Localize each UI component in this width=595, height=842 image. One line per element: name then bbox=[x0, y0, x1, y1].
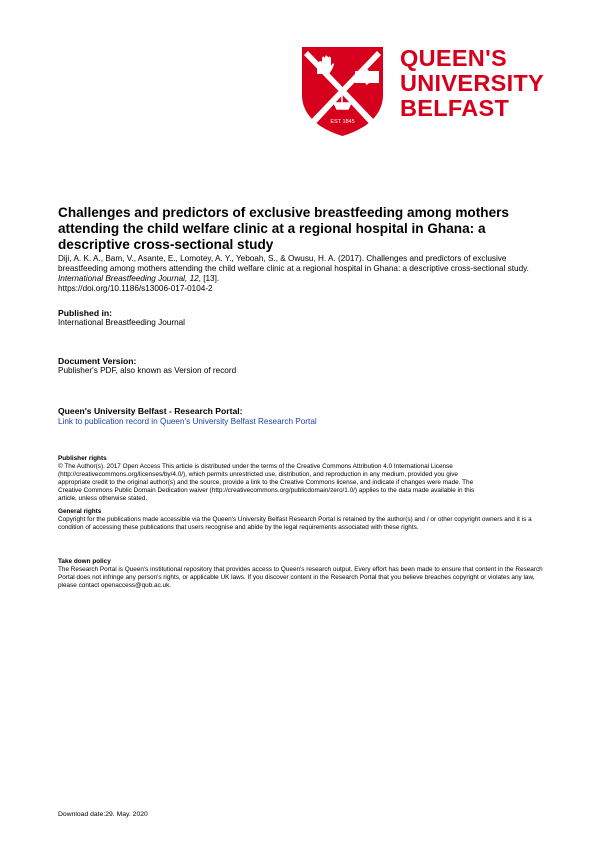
takedown-text: The Research Portal is Queen's institutional repository that provides access to Queen's research output. Every effort has been made to ensure that content in the Research Portal does not infringe any person's rights, or applicable UK laws. If you discover content in the Research Portal that you believe breaches copyright or violates any law, please contact openaccess@qub.ac.uk. bbox=[58, 566, 543, 589]
logo-est: EST 1845 bbox=[330, 119, 355, 125]
wordmark-line-1: QUEEN'S bbox=[400, 45, 507, 71]
download-date: Download date:29. May. 2020 bbox=[58, 811, 148, 818]
version-label: Document Version: bbox=[58, 356, 137, 366]
citation-rest: , [13]. bbox=[198, 274, 220, 283]
citation-volume: 12 bbox=[189, 274, 199, 283]
general-rights-heading: General rights bbox=[58, 508, 102, 515]
university-wordmark bbox=[400, 46, 544, 121]
publisher-rights-text: © The Author(s). 2017 Open Access This article is distributed under the terms of the Creative Commons Attribution 4.0 International License (http://creativecommons.org/licenses/by/4.0/), which permits unrestricted use, distribution, and reproduction in any medium, provided you give appropriate credit to the original author(s) and the source, provide a link to the Creative Commons license, and indicate if changes were made. The Creative Commons Public Domain Dedication waiver (http://creativecommons.org/publicdomain/zero/1.0/) applies to the data made available in this article, unless otherwise stated. bbox=[58, 463, 475, 502]
citation-journal: International Breastfeeding Journal bbox=[58, 274, 185, 283]
portal-link[interactable]: Link to publication record in Queen's University Belfast Research Portal bbox=[58, 417, 317, 426]
university-shield-icon bbox=[300, 45, 385, 138]
portal-label: Queen's University Belfast - Research Portal: bbox=[58, 406, 243, 416]
document-title: Challenges and predictors of exclusive breastfeeding among mothers attending the child welfare clinic at a regional hospital in Ghana: a descriptive cross-sectional study bbox=[58, 205, 509, 252]
citation-doi[interactable]: https://doi.org/10.1186/s13006-017-0104-2 bbox=[58, 284, 213, 293]
published-label: Published in: bbox=[58, 308, 112, 318]
wordmark-line-3: BELFAST bbox=[400, 95, 510, 121]
publisher-rights-heading: Publisher rights bbox=[58, 455, 107, 462]
citation: Diji, A. K. A., Bam, V., Asante, E., Lomotey, A. Y., Yeboah, S., & Owusu, H. A. (2017). Challenges and predictors of exclusive breastfeeding among mothers attending the child welfare clinic at a regional hospital in Ghana: a descriptive cross-sectional study. International Breastfeeding Journal, 12, [13]. bbox=[58, 254, 529, 283]
wordmark-line-2: UNIVERSITY bbox=[400, 70, 545, 96]
published-value: International Breastfeeding Journal bbox=[58, 318, 185, 327]
version-value: Publisher's PDF, also known as Version of record bbox=[58, 366, 237, 375]
takedown-heading: Take down policy bbox=[58, 558, 111, 565]
citation-authors: Diji, A. K. A., Bam, V., Asante, E., Lomotey, A. Y., Yeboah, S., & Owusu, H. A. (2017). Challenges and predictors of exclusive breastfeeding among mothers attending the child welfare clinic at a regional hospital in Ghana: a descriptive cross-sectional study. bbox=[58, 254, 529, 273]
general-rights-text: Copyright for the publications made accessible via the Queen's University Belfast Research Portal is retained by the author(s) and / or other copyright owners and it is a condition of accessing these publications that users recognise and abide by the legal requirements associated with these rights. bbox=[58, 516, 532, 531]
